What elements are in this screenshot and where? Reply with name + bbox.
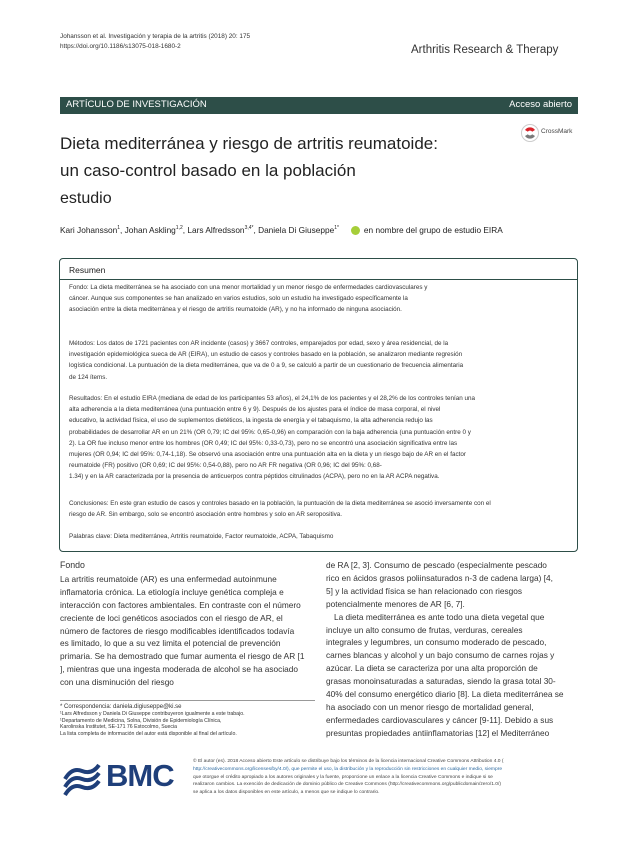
author-name: , Johan Askling (119, 225, 176, 235)
body-line: 5] y la actividad física se han relacionado con riesgos (326, 585, 523, 596)
right-column (326, 559, 578, 740)
author-affil: 3,4* (244, 225, 254, 232)
abstract-results (69, 393, 567, 483)
body-line: La artritis reumatoide (AR) es una enfermedad autoinmune (60, 573, 277, 584)
study-group: en nombre del grupo de estudio EIRA (363, 225, 503, 235)
abstract-conclusions (69, 498, 567, 520)
bmc-logo-text: BMC (106, 758, 174, 793)
body-line: ], mientras que una ingesta moderada de alcohol se ha asociado (60, 664, 299, 675)
abstract-line: riesgo de AR. Sin embargo, solo se encontró asociación entre hombres y solo en AR seropositiva. (69, 511, 343, 519)
footnote-line: ¹Lars Alfredsson y Daniela Di Giuseppe contribuyeron igualmente a este trabajo. (60, 711, 245, 717)
footnote-line: Karolinska Institutet, SE-171 76 Estocolmo, Suecia (60, 724, 178, 731)
body-line: carnes blancas y alcohol y un bajo consumo de carnes rojas y (326, 650, 555, 661)
abstract-line: reumatoide (FR) positivo (OR 0,69; IC del 95%: 0,54-0,88), pero no AR FR negativa (OR 0,96; IC del 95%: 0,68- (69, 462, 382, 470)
author-name: , Lars Alfredsson (182, 225, 245, 235)
abstract-box (59, 258, 578, 552)
body-line: primaria. Se ha demostrado que fumar aumenta el riesgo de AR [1 (60, 651, 305, 662)
body-line: número de factores de riesgo modificables identificados todavía (60, 625, 295, 636)
abstract-line: 2). La OR fue incluso menor entre los hombres (OR 0,49; IC del 95%: 0,33-0,73), pero no se encontró una asociación significativa entre las (69, 439, 458, 447)
body-line: con una disminución del riesgo (60, 677, 174, 688)
body-line: interacción con factores ambientales. En contraste con el número (60, 599, 301, 610)
body-line: creciente de loci genéticos asociados con el riesgo de AR, el (60, 612, 283, 623)
abstract-keywords: Palabras clave: Dieta mediterránea, Artritis reumatoide, Factor reumatoide, ACPA, Tabaquismo (69, 533, 334, 540)
correspondence[interactable]: * Correspondencia: daniela.digiuseppe@ki.se (60, 704, 182, 710)
abstract-methods (69, 338, 567, 383)
open-access-label: Acceso abierto (509, 99, 572, 110)
author-name: Kari Johansson (60, 225, 118, 235)
crossmark-label: CrossMark (541, 128, 573, 135)
abstract-line: educativo, la actividad física, el uso de suplementos dietéticos, la ingesta de energía y el tabaquismo, la alta adherencia redujo las (69, 417, 433, 425)
abstract-line: logística condicional. La puntuación de la dieta mediterránea, que va de 0 a 9, se calculó a partir de un cuestionario de frecuencia alimentaria (69, 362, 464, 370)
footnotes (60, 703, 320, 737)
citation-line: Johansson et al. Investigación y terapia de la artritis (2018) 20: 175 (60, 33, 251, 40)
background-section (60, 559, 315, 689)
abstract-line: Resultados: En el estudio EIRA (mediana de edad de los participantes 53 años), el 24,1% de los pacientes y el 28,2% de los controles tenían una (69, 395, 476, 402)
abstract-line: asociación entre la dieta mediterránea y el riesgo de artritis reumatoide (AR), y no ha informado de ninguna asociación. (69, 306, 402, 314)
body-line: enfermedades cardiovasculares y cáncer [9-11]. Debido a sus (326, 714, 554, 725)
body-line: azúcar. La dieta se caracteriza por una alta proporción de (326, 663, 538, 674)
doi-link[interactable]: https://doi.org/10.1186/s13075-018-1680-2 (60, 43, 181, 50)
abstract-line: alta adherencia a la dieta mediterránea (una puntuación entre 6 y 9). Después de los ajustes para el índice de masa corporal, el nivel (69, 406, 441, 414)
abstract-heading: Resumen (69, 265, 106, 275)
crossmark-badge[interactable] (521, 124, 579, 142)
abstract-line: Métodos: Los datos de 1721 pacientes con AR incidente (casos) y 3667 controles, emparejados por edad, sexo y área residencial, de la (69, 340, 449, 347)
body-line: ha asociado con un menor riesgo de mortalidad general, (326, 701, 534, 712)
body-line: 40% del consumo energético diario [8]. La dieta mediterránea se (326, 689, 564, 700)
body-line: inflamatoria crónica. La etiología incluye genética compleja e (60, 586, 284, 597)
body-line: integrales y legumbres, un consumo moderado de pescado, (326, 637, 547, 648)
abstract-line: de 124 ítems. (69, 373, 108, 381)
footnote-line: La lista completa de información del autor está disponible al final del artículo. (60, 730, 237, 737)
abstract-line: Fondo: La dieta mediterránea se ha asociado con una menor mortalidad y un menor riesgo de enfermedades cardiovasculares y (69, 284, 428, 291)
abstract-line: probabilidades de desarrollar AR en un 21% (OR 0,79; IC del 95%: 0,65-0,96) en comparación con la baja adherencia (una puntuación entre 0 y (69, 428, 471, 436)
author-list (60, 225, 503, 235)
body-line: es limitado, lo que a su vez limita el potencial de prevención (60, 638, 281, 649)
body-line: incluye un alto consumo de frutas, verduras, cereales (326, 624, 523, 635)
abstract-line: investigación epidemiológica sueca de AR (EIRA), un estudio de casos y controles basado en la población, se analizaron mediante regresión (69, 351, 463, 359)
bmc-logo-icon (62, 757, 102, 797)
author-name: , Daniela Di Giuseppe (253, 225, 335, 235)
section-heading: Fondo (60, 560, 85, 570)
license-line: que otorgue el crédito apropiado a los autores originales y la fuente, proporcione un enlace a la licencia Creative Commons e indique si se (193, 774, 493, 780)
crossmark-icon (521, 124, 539, 142)
title-line-1: Dieta mediterránea y riesgo de artritis reumatoide: (60, 134, 438, 153)
title-line-2: un caso-control basado en la población (60, 161, 356, 180)
license-line: se aplica a los datos disponibles en este artículo, a menos que se indique lo contrario. (193, 790, 380, 796)
body-line: rico en ácidos grasos poliinsaturados n-3 de cadena larga) [4, (326, 572, 553, 583)
article-type-bar (60, 97, 578, 114)
footnote-divider (60, 700, 315, 701)
license-text (193, 758, 578, 797)
journal-name: Arthritis Research & Therapy (411, 44, 559, 56)
author-affil: 1,2 (175, 225, 183, 232)
article-type-label: ARTÍCULO DE INVESTIGACIÓN (66, 99, 207, 110)
license-line: realizaron cambios. La exención de dedicación de dominio público de Creative Commons (http://creativecommons.org/publicdomain/zero/1.0/) (193, 782, 501, 788)
footnote-line: ¹Departamento de Medicina, Solna, División de Epidemiología Clínica, (60, 717, 222, 724)
body-line: presuntas propiedades antiinflamatorias [12] el Mediterráneo (326, 727, 550, 738)
license-line: © El autor (es). 2018 Acceso abierto Este artículo se distribuye bajo los términos de la licencia internacional Creative Commons Attribution 4.0 ( (193, 759, 504, 764)
body-line: de RA [2, 3]. Consumo de pescado (especialmente pescado (326, 560, 547, 570)
title-line-3: estudio (60, 190, 112, 207)
abstract-line: 1.34) y en la AR caracterizada por la presencia de anticuerpos contra péptidos citrulinados (ACPA), pero no en la AR ACPA negativa. (69, 473, 440, 481)
abstract-line: Conclusiones: En este gran estudio de casos y controles basado en la población, la puntuación de la dieta mediterránea se asoció inversamente con el (69, 500, 491, 507)
bmc-logo (62, 756, 182, 798)
author-affil: 1 (117, 225, 120, 232)
body-line: potencialmente menores de AR [6, 7]. (326, 598, 465, 609)
abstract-line: mujeres (OR 0,94; IC del 95%: 0,74-1,18). Se observó una asociación entre una puntuación alta en la dieta y un riesgo bajo de AR en el factor (69, 451, 466, 459)
license-line[interactable]: http://creativecommons.org/licenses/by/4.0/), que permite el uso, la distribución y la reproducción sin restricciones en cualquier medio, siempre (193, 766, 503, 772)
abstract-line: cáncer. Aunque sus componentes se han analizado en varios estudios, solo un estudio ha investigado específicamente la (69, 295, 408, 303)
author-affil: 1* (334, 225, 339, 232)
orcid-icon[interactable] (351, 226, 360, 235)
abstract-divider (60, 279, 577, 280)
abstract-background (69, 282, 567, 316)
body-line: La dieta mediterránea es ante todo una dieta vegetal que (334, 611, 545, 622)
body-line: grasas monoinsaturadas a saturadas, siendo la grasa total 30- (326, 676, 556, 687)
